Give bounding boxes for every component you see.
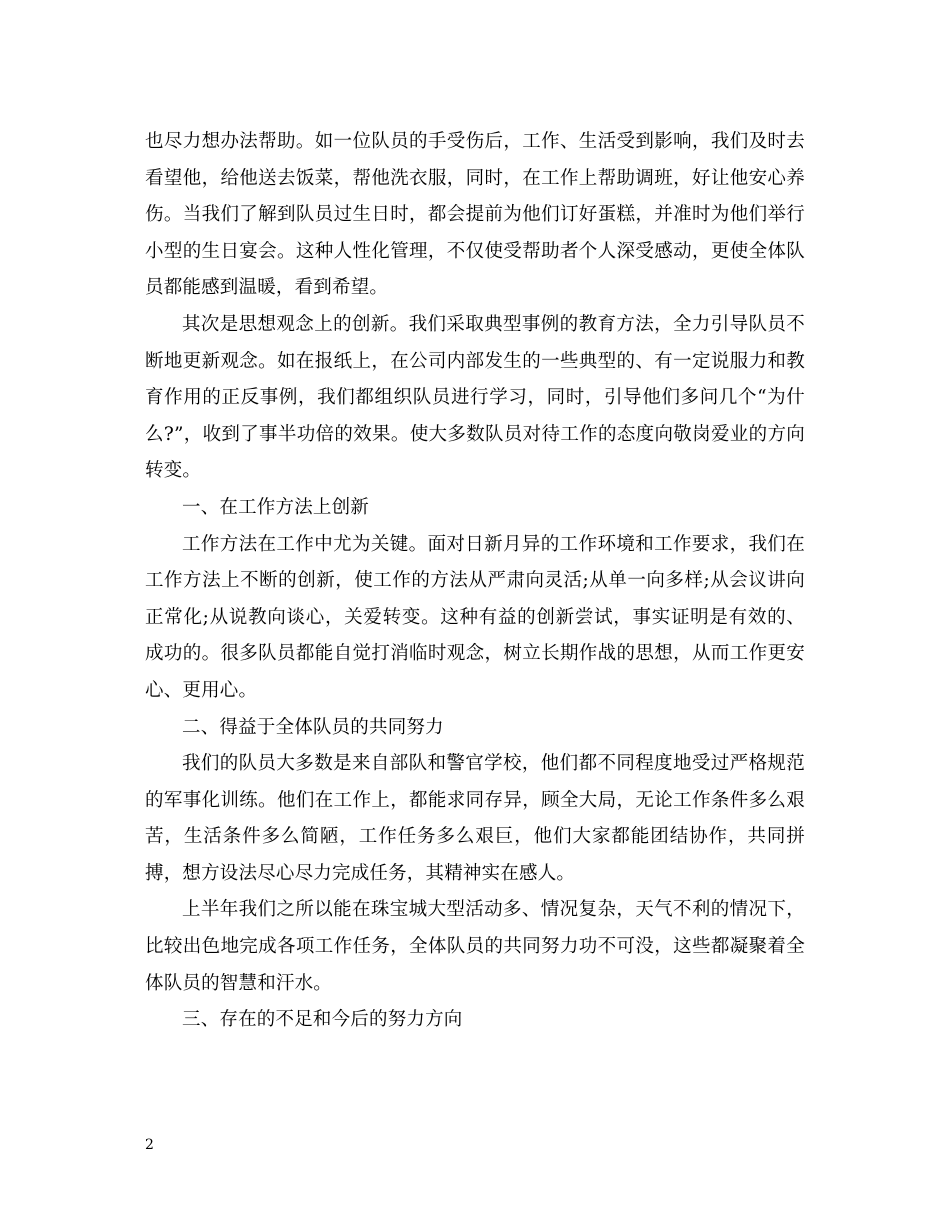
paragraph-team-members: 我们的队员大多数是来自部队和警官学校，他们都不同程度地受过严格规范的军事化训练。他们在工作上，都能求同存异，顾全大局，无论工作条件多么艰苦，生活条件多么简陋，工作任务多么艰巨，他们大家都能团结协作，共同拼搏，想方设法尽心尽力完成任务，其精神实在感人。 — [145, 753, 805, 884]
heading-work-method-innovation: 一、在工作方法上创新 — [182, 496, 370, 518]
page-number: 2 — [145, 1137, 154, 1153]
paragraph-work-method: 工作方法在工作中尤为关键。面对日新月异的工作环境和工作要求，我们在工作方法上不断的创新，使工作的方法从严肃向灵活;从单一向多样;从会议讲向正常化;从说教向谈心，关爱转变。这种有益的创新尝试，事实证明是有效的、成功的。很多队员都能自觉打消临时观念，树立长期作战的思想，从而工作更安心、更用心。 — [145, 533, 805, 701]
paragraph-ideology-innovation: 其次是思想观念上的创新。我们采取典型事例的教育方法，全力引导队员不断地更新观念。如在报纸上，在公司内部发生的一些典型的、有一定说服力和教育作用的正反事例，我们都组织队员进行学习，同时，引导他们多问几个“为什么?”，收到了事半功倍的效果。使大多数队员对待工作的态度向敬岗爱业的方向转变。 — [145, 313, 805, 482]
heading-shortcomings-direction: 三、存在的不足和今后的努力方向 — [182, 1009, 463, 1031]
paragraph-continuation: 也尽力想办法帮助。如一位队员的手受伤后，工作、生活受到影响，我们及时去看望他，给他送去饭菜，帮他洗衣服，同时，在工作上帮助调班，好让他安心养伤。当我们了解到队员过生日时，都会提前为他们订好蛋糕，并准时为他们举行小型的生日宴会。这种人性化管理，不仅使受帮助者个人深受感动，更使全体队员都能感到温暖，看到希望。 — [145, 131, 805, 299]
paragraph-first-half-summary: 上半年我们之所以能在珠宝城大型活动多、情况复杂，天气不利的情况下，比较出色地完成各项工作任务，全体队员的共同努力功不可没，这些都凝聚着全体队员的智慧和汗水。 — [145, 899, 805, 994]
heading-team-effort: 二、得益于全体队员的共同努力 — [182, 716, 444, 738]
body-text — [145, 124, 805, 1039]
